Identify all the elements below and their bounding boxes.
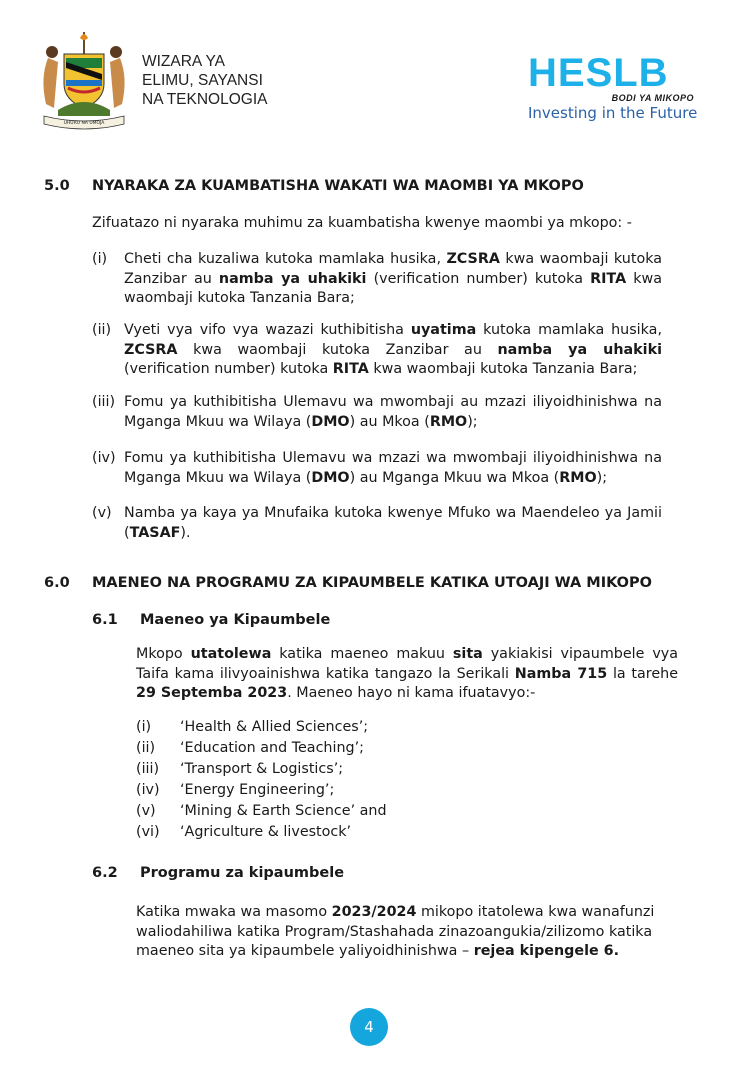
item-text: Fomu ya kuthibitisha Ulemavu wa mwombaji au mzazi iliyoidhinishwa na Mganga Mkuu wa Wilaya (DMO) au Mkoa (RMO); [124, 394, 662, 430]
svg-text:UHURU NA UMOJA: UHURU NA UMOJA [63, 121, 105, 126]
subsection-title: Programu za kipaumbele [140, 865, 345, 881]
heslb-logo-subtitle: BODI YA MIKOPO [611, 93, 694, 103]
coat-of-arms-logo [36, 30, 132, 130]
subsection-number: 6.2 [92, 865, 118, 881]
item-numeral: (iv) [136, 782, 160, 798]
emphasis-text: utatolewa [190, 646, 272, 662]
emphasis-text: ZCSRA [124, 341, 178, 358]
item-text: ‘Energy Engineering’; [180, 782, 335, 798]
item-text: Namba ya kaya ya Mnufaika kutoka kwenye Mfuko wa Maendeleo ya Jamii (TASAF). [124, 505, 662, 541]
item-numeral: (iii) [92, 394, 116, 410]
emphasis-text: RITA [590, 270, 627, 287]
emphasis-text: uyatima [410, 322, 477, 338]
item-text: Fomu ya kuthibitisha Ulemavu wa mzazi wa mwombaji iliyoidhinishwa na Mganga Mkuu wa Wilaya (DMO) au Mganga Mkuu wa Mkoa (RMO); [124, 450, 662, 486]
item-text: ‘Agriculture & livestock’ [180, 824, 352, 840]
emphasis-text: DMO [311, 469, 350, 486]
section-title: NYARAKA ZA KUAMBATISHA WAKATI WA MAOMBI YA MKOPO [92, 178, 584, 194]
emphasis-text: RMO [429, 413, 468, 430]
item-numeral: (vi) [136, 824, 160, 840]
item-text: ‘Health & Allied Sciences’; [180, 719, 369, 735]
subsection-title: Maeneo ya Kipaumbele [140, 612, 331, 628]
emphasis-text: RMO [559, 469, 597, 486]
emphasis-text: DMO [311, 413, 350, 430]
item-text: ‘Education and Teaching’; [180, 740, 364, 756]
ministry-line: NA TEKNOLOGIA [142, 91, 268, 108]
emphasis-text: ZCSRA [446, 251, 500, 267]
section-number: 5.0 [44, 178, 70, 194]
emphasis-text: rejea kipengele 6. [473, 943, 620, 959]
emphasis-text: 29 Septemba 2023 [136, 685, 288, 701]
emphasis-text: 2023/2024 [331, 904, 417, 920]
ministry-line: WIZARA YA [142, 53, 225, 70]
item-text: ‘Transport & Logistics’; [180, 761, 344, 777]
emphasis-text: RITA [332, 361, 369, 377]
subsection-number: 6.1 [92, 612, 118, 628]
page-number-badge: 4 [350, 1008, 388, 1046]
item-numeral: (v) [136, 803, 156, 819]
item-numeral: (i) [136, 719, 152, 735]
item-text: Cheti cha kuzaliwa kutoka mamlaka husika, ZCSRA kwa waombaji kutoka Zanzibar au namba ya uhakiki (verification number) kutoka RITA kwa waombaji kutoka Tanzania Bara; [124, 251, 663, 306]
heslb-logo-word: HESLB [528, 51, 669, 95]
item-numeral: (v) [92, 505, 112, 521]
heslb-tagline: Investing in the Future [528, 104, 698, 122]
ministry-line: ELIMU, SAYANSI [142, 72, 263, 89]
item-numeral: (ii) [92, 322, 112, 338]
subsection-6-1-text: Mkopo utatolewa katika maeneo makuu sita yakiakisi vipaumbele vya Taifa kama ilivyoainishwa katika tangazo la Serikali Namba 715 la tarehe 29 Septemba 2023. Maeneo hayo ni kama ifuatavyo:- [136, 646, 679, 701]
item-numeral: (iii) [136, 761, 160, 777]
emphasis-text: sita [452, 646, 483, 662]
emphasis-text: Namba 715 [514, 665, 608, 682]
emphasis-text: TASAF [129, 524, 181, 541]
item-numeral: (i) [92, 251, 108, 267]
subsection-6-2-text: Katika mwaka wa masomo 2023/2024 mikopo itatolewa kwa wanafunzi waliodahiliwa katika Program/Stashahada zinazoangukia/zilizomo katika maeneo sita ya kipaumbele yaliyoidhinishwa – rejea kipengele 6. [136, 904, 655, 959]
heslb-logo [528, 51, 706, 122]
ministry-name [142, 52, 267, 109]
item-text: ‘Mining & Earth Science’ and [180, 803, 387, 819]
item-numeral: (ii) [136, 740, 156, 756]
page-header [0, 0, 748, 140]
section-5-intro: Zifuatazo ni nyaraka muhimu za kuambatisha kwenye maombi ya mkopo: - [92, 215, 632, 231]
emphasis-text: namba ya uhakiki [497, 341, 662, 358]
section-number: 6.0 [44, 575, 70, 591]
item-numeral: (iv) [92, 450, 116, 466]
emphasis-text: namba ya uhakiki [218, 270, 367, 287]
item-text: Vyeti vya vifo vya wazazi kuthibitisha uyatima kutoka mamlaka husika, ZCSRA kwa waombaji kutoka Zanzibar au namba ya uhakiki (verification number) kutoka RITA kwa waombaji kutoka Tanzania Bara; [124, 322, 662, 377]
section-title: MAENEO NA PROGRAMU ZA KIPAUMBELE KATIKA UTOAJI WA MIKOPO [92, 575, 652, 591]
